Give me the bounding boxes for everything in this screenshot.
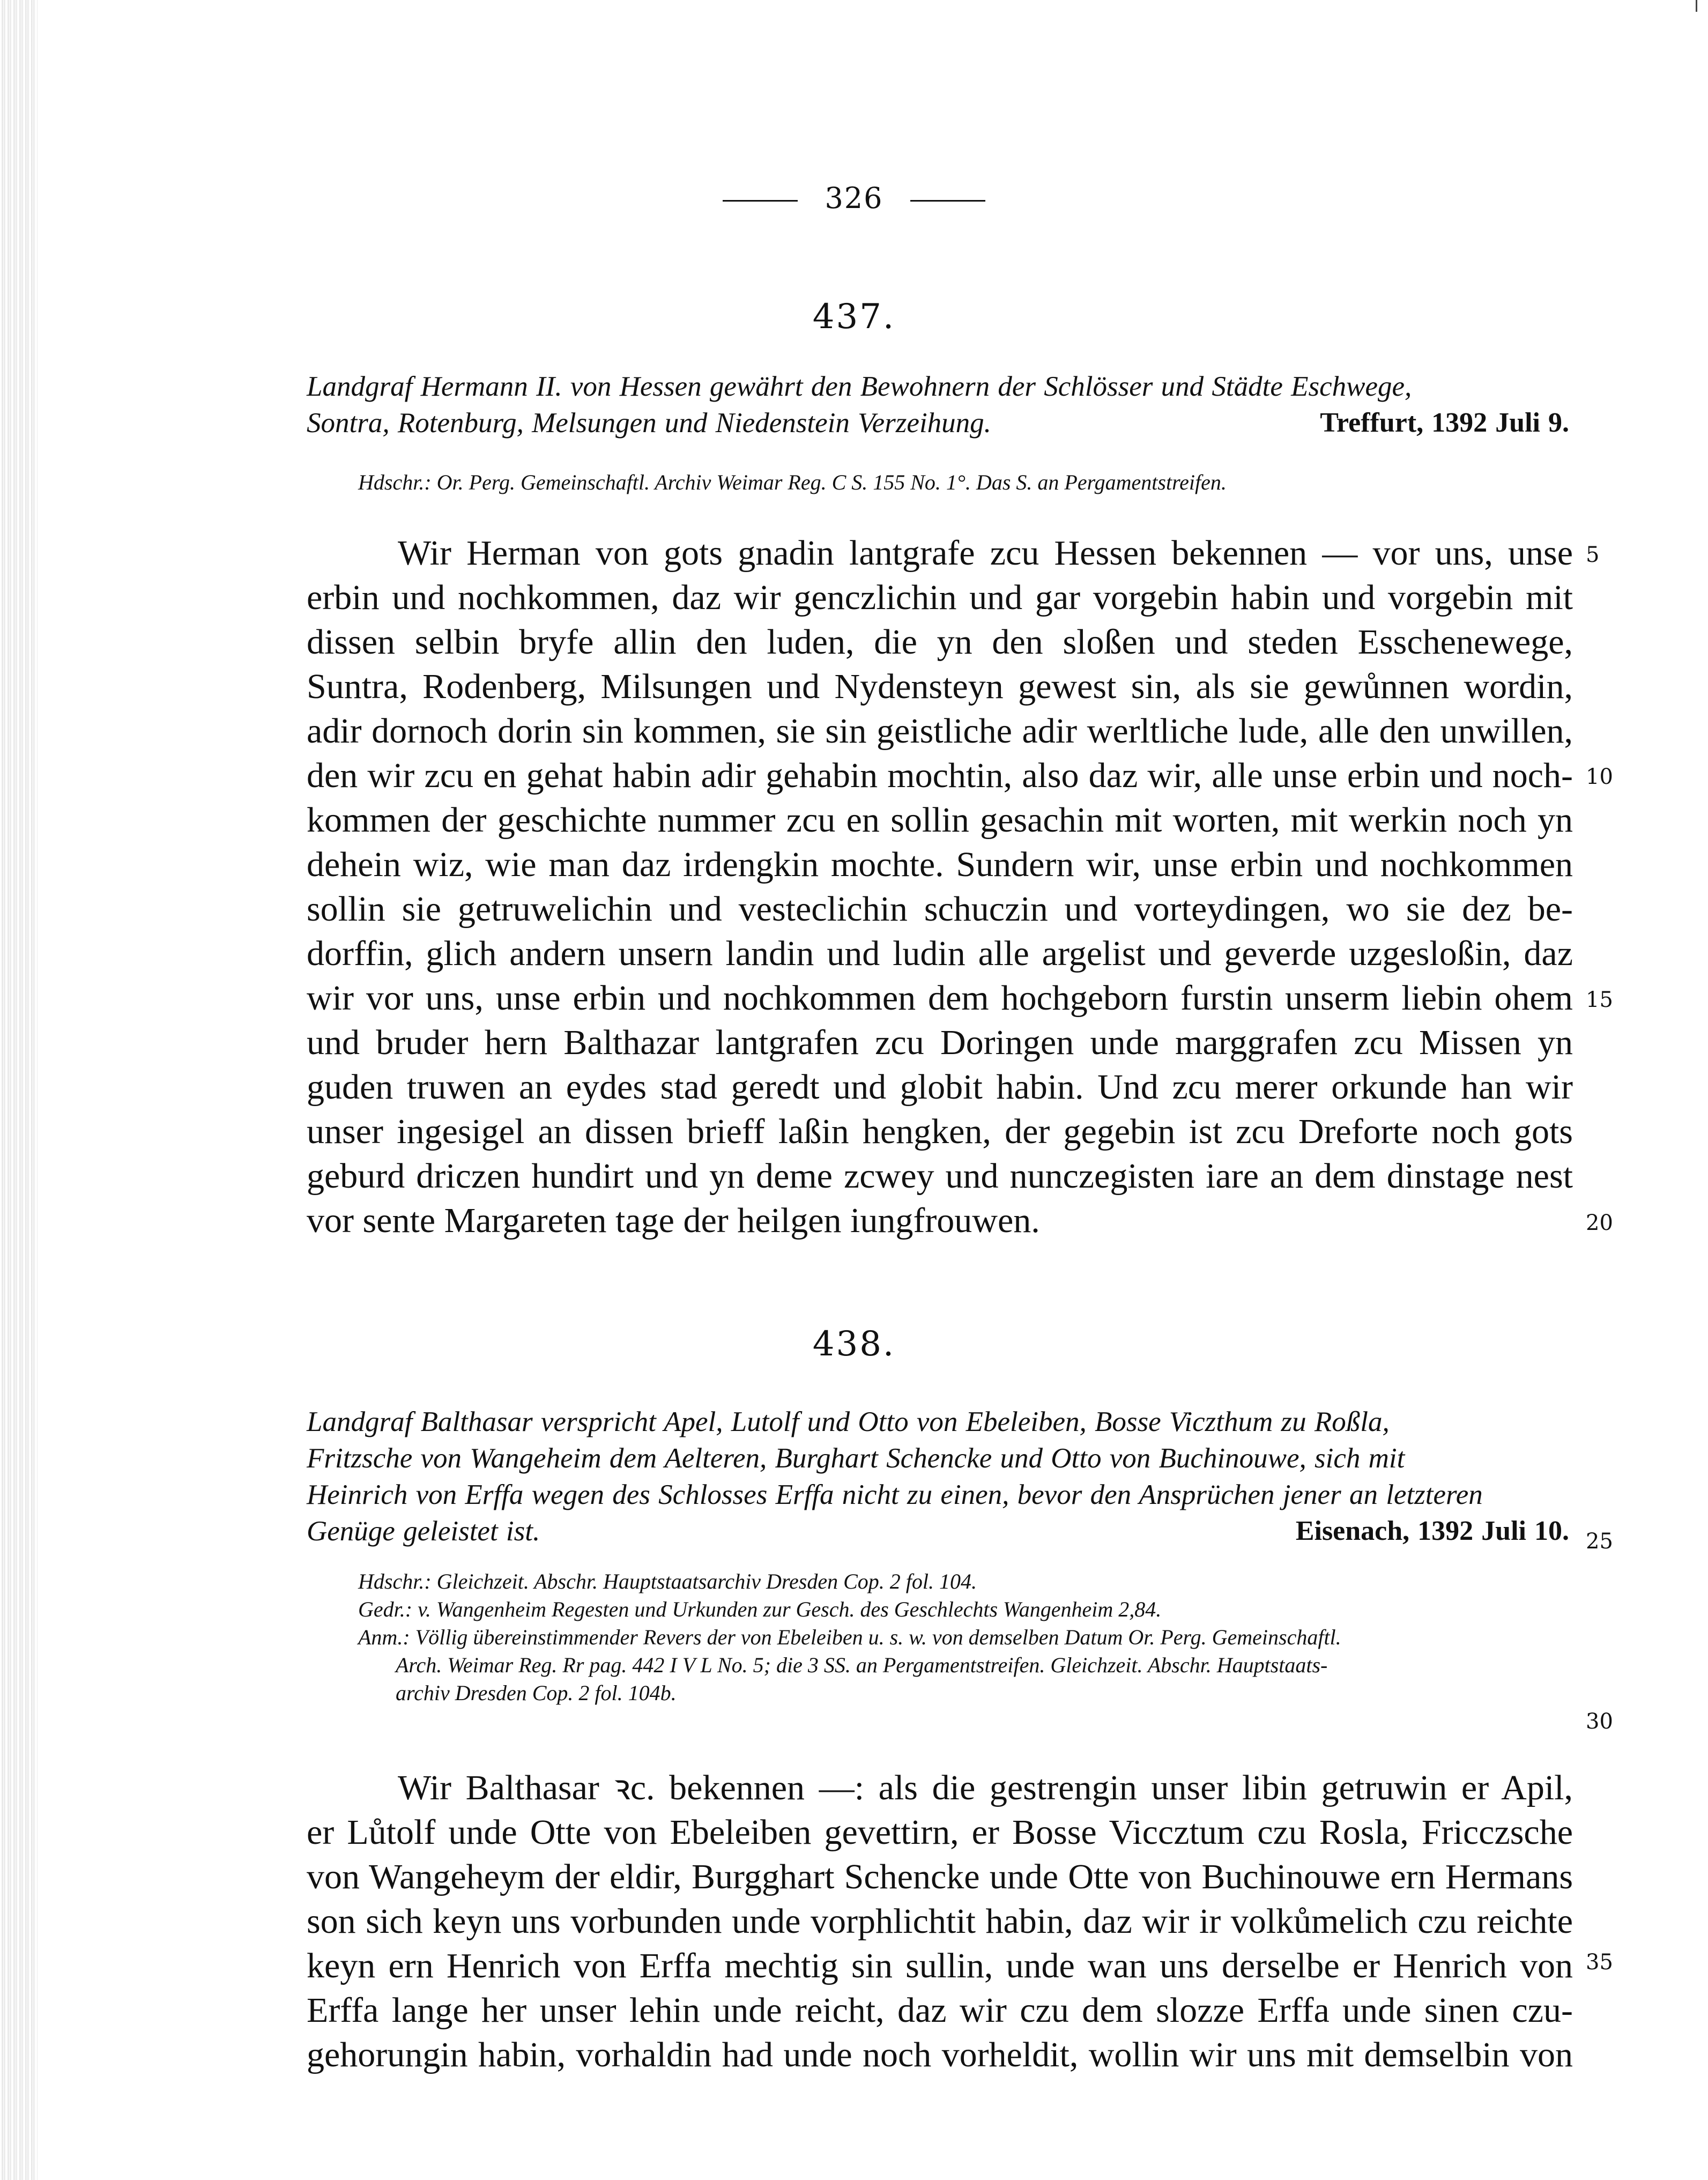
critical-apparatus [358, 469, 1570, 496]
document-text [307, 531, 1573, 1243]
text-line: unser ingesigel an dissen brieff laßin hengken, der gegebin ist zcu Dreforte noch gots [307, 1112, 1573, 1151]
page-number-header [0, 181, 1708, 215]
document-number: 437. [812, 297, 896, 337]
page-number: 326 [825, 181, 883, 215]
critical-apparatus [358, 1568, 1570, 1707]
text-line: sollin sie getruwelichin und vesteclichin schuczin und vorteydingen, wo sie dez be- [307, 889, 1573, 929]
text-line: geburd driczen hundirt und yn deme zcwey und nunczegisten iare an dem dinstage nest [307, 1156, 1573, 1196]
text-line: guden truwen an eydes stad geredt und globit habin. Und zcu merer orkunde han wir [307, 1067, 1573, 1107]
text-line: wir vor uns, unse erbin und nochkommen dem hochgeborn furstin unserm liebin ohem [307, 978, 1573, 1018]
margin-line-number: 20 [1586, 1211, 1613, 1235]
text-line: kommen der geschichte nummer zcu en sollin gesachin mit worten, mit werkin noch yn [307, 800, 1573, 840]
regest-line-last [307, 405, 1569, 441]
text-line: keyn ern Henrich von Erffa mechtig sin sullin, unde wan uns derselbe er Henrich von [307, 1946, 1573, 1985]
text-line: adir dornoch dorin sin kommen, sie sin geistliche adir werltliche lude, alle den unwillen, [307, 711, 1573, 751]
header-rule-right [910, 200, 985, 202]
apparatus-line: Hdschr.: Or. Perg. Gemeinschaftl. Archiv Weimar Reg. C S. 155 No. 1°. Das S. an Pergamentstreifen. [358, 470, 1227, 494]
place-date: Eisenach, 1392 Juli 10. [1295, 1516, 1569, 1546]
margin-line-number: 25 [1586, 1529, 1613, 1554]
regest-line-last [307, 1513, 1569, 1549]
margin-line-number: 15 [1586, 988, 1613, 1012]
text-line: Erffa lange her unser lehin unde reicht, daz wir czu dem slozze Erffa unde sinen czu- [307, 1991, 1573, 2030]
regest-line: Sontra, Rotenburg, Melsungen und Niedenstein Verzeihung. [307, 407, 991, 439]
text-line: von Wangeheym der eldir, Burgghart Schencke unde Otte von Buchinouwe ern Hermans [307, 1857, 1573, 1896]
text-line: er Lůtolf unde Otte von Ebeleiben gevettirn, er Bosse Viccztum czu Rosla, Fricczsche [307, 1813, 1573, 1852]
scan-corner-mark [1696, 0, 1697, 12]
document-regest [307, 368, 1569, 441]
document-text [307, 1766, 1573, 2077]
apparatus-line: Anm.: Völlig übereinstimmender Revers der von Ebeleiben u. s. w. von demselben Datum Or. Perg. Gemeinschaftl. [358, 1625, 1341, 1649]
margin-line-number: 30 [1586, 1709, 1613, 1734]
regest-line: Landgraf Hermann II. von Hessen gewährt den Bewohnern der Schlösser und Städte Eschwege, [307, 371, 1412, 402]
place-date: Treffurt, 1392 Juli 9. [1320, 407, 1569, 438]
regest-line: Heinrich von Erffa wegen des Schlosses Erffa nicht zu einen, bevor den Ansprüchen jener an letzteren [307, 1479, 1483, 1510]
document-number: 438. [812, 1324, 896, 1364]
text-line: Suntra, Rodenberg, Milsungen und Nydensteyn gewest sin, als sie gewůnnen wordin, [307, 667, 1573, 706]
text-line: dorffin, glich andern unsern landin und ludin alle argelist und geverde uzgesloßin, daz [307, 934, 1573, 973]
text-line: dehein wiz, wie man daz irdengkin mochte. Sundern wir, unse erbin und nochkommen [307, 845, 1573, 884]
apparatus-line: Hdschr.: Gleichzeit. Abschr. Hauptstaatsarchiv Dresden Cop. 2 fol. 104. [358, 1569, 977, 1593]
margin-line-number: 35 [1586, 1950, 1613, 1975]
regest-line: Fritzsche von Wangeheim dem Aelteren, Burghart Schencke und Otto von Buchinouwe, sich mit [307, 1443, 1405, 1474]
text-line: Wir Balthasar ꝛc. bekennen —: als die gestrengin unser libin getruwin er Apil, [398, 1768, 1573, 1807]
text-line: dissen selbin bryfe allin den luden, die yn den sloßen und steden Esschenewege, [307, 622, 1573, 662]
regest-line: Landgraf Balthasar verspricht Apel, Lutolf und Otto von Ebeleiben, Bosse Viczthum zu Roßla, [307, 1406, 1390, 1437]
apparatus-line: Arch. Weimar Reg. Rr pag. 442 I V L No. 5; die 3 SS. an Pergamentstreifen. Gleichzeit. Abschr. Hauptstaats- [396, 1653, 1328, 1677]
text-line: Wir Herman von gots gnadin lantgrafe zcu Hessen bekennen — vor uns, unse [398, 533, 1573, 573]
margin-line-number: 10 [1586, 765, 1613, 789]
text-line: erbin und nochkommen, daz wir genczlichin und gar vorgebin habin und vorgebin mit [307, 578, 1573, 617]
text-line: gehorungin habin, vorhaldin had unde noch vorheldit, wollin wir uns mit demselbin von [307, 2035, 1573, 2074]
text-line: son sich keyn uns vorbunden unde vorphlichtit habin, daz wir ir volkůmelich czu reichte [307, 1902, 1573, 1941]
text-line: und bruder hern Balthazar lantgrafen zcu Doringen unde marggrafen zcu Missen yn [307, 1023, 1573, 1062]
header-rule-left [723, 200, 798, 202]
text-line: den wir zcu en gehat habin adir gehabin mochtin, also daz wir, alle unse erbin und noch- [307, 756, 1573, 795]
document-regest [307, 1404, 1569, 1549]
margin-line-number: 5 [1586, 543, 1600, 567]
apparatus-line: Gedr.: v. Wangenheim Regesten und Urkunden zur Gesch. des Geschlechts Wangenheim 2,84. [358, 1597, 1162, 1621]
text-line: vor sente Margareten tage der heilgen iungfrouwen. [307, 1201, 1040, 1240]
regest-line: Genüge geleistet ist. [307, 1516, 540, 1547]
apparatus-line: archiv Dresden Cop. 2 fol. 104b. [396, 1681, 677, 1705]
